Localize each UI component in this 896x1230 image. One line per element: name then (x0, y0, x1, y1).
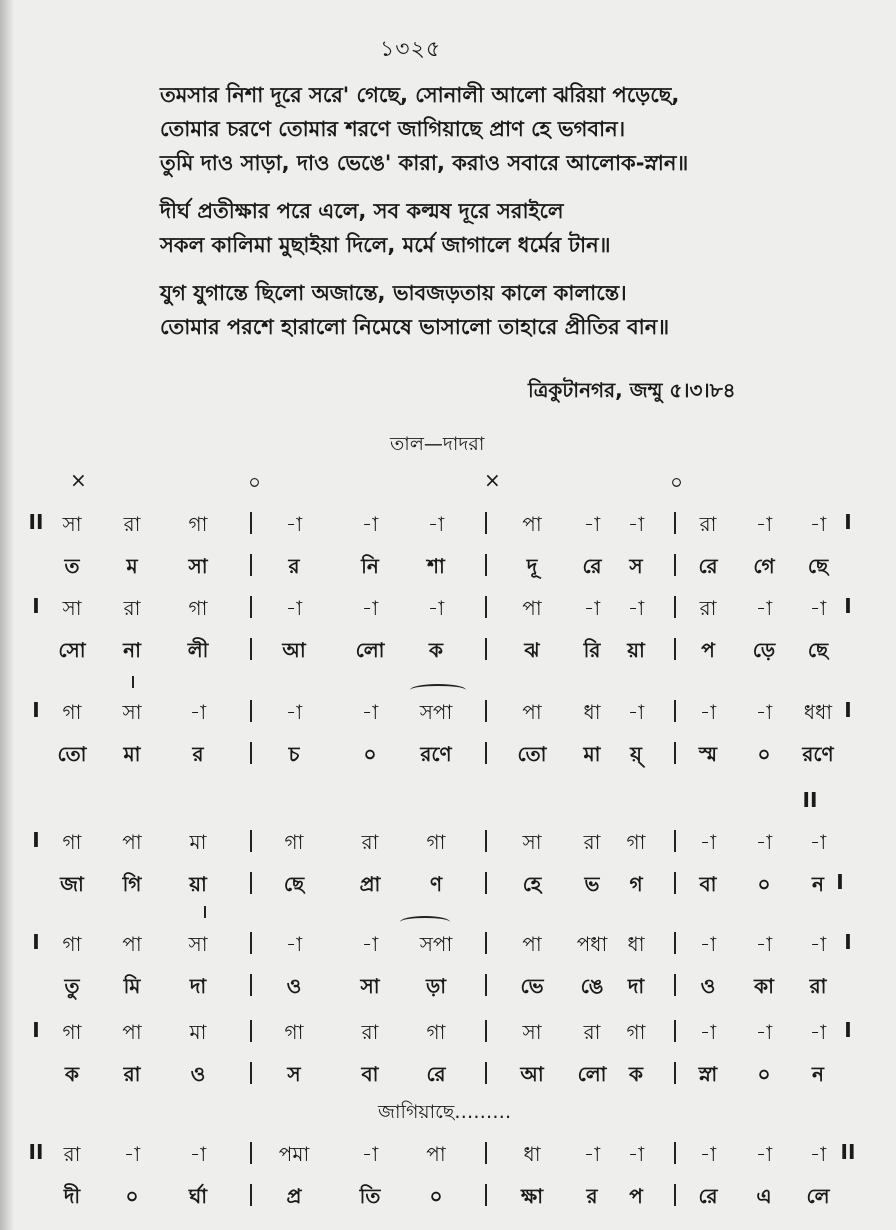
bar-line (250, 700, 252, 722)
poem-stanza (160, 194, 880, 262)
bar-line (485, 1020, 487, 1042)
lyric-syllable: রণে (802, 742, 834, 766)
swara-note: সা (188, 932, 208, 956)
beat-marker: ০ (248, 470, 262, 494)
lyric-syllable: ০ (125, 1184, 139, 1208)
swara-note: -া (755, 830, 773, 854)
swara-note: সপা (419, 932, 453, 956)
swara-note: -া (755, 512, 773, 536)
poem (160, 78, 880, 358)
lyric-syllable: জা (60, 872, 84, 896)
lyric-syllable: মা (583, 742, 601, 766)
slur-mark (410, 684, 466, 696)
swara-note: গা (188, 512, 208, 536)
row-start-mark: II (28, 510, 44, 534)
lyric-syllable: ও (190, 1062, 206, 1086)
swara-note: পা (522, 596, 542, 620)
swara-note: সা (522, 830, 542, 854)
swara-note: পমা (278, 1142, 310, 1166)
lyric-syllable: ণ (429, 872, 443, 896)
swara-note: -া (627, 512, 645, 536)
swara-note: গা (626, 830, 646, 854)
swara-note: -া (285, 512, 303, 536)
swara-note: -া (189, 1142, 207, 1166)
bar-line (250, 872, 252, 894)
lyric-syllable: দূ (526, 554, 538, 578)
poem-signature: ত্রিকুটানগর, জম্মু ৫।৩।৮৪ (528, 378, 736, 402)
bar-line (485, 596, 487, 618)
bar-line (485, 830, 487, 852)
swara-note: -া (361, 700, 379, 724)
row-end-mark: II (840, 1140, 856, 1164)
bar-line (674, 1142, 676, 1164)
tala-heading: তাল—দাদরা (390, 433, 485, 455)
bar-line (674, 974, 676, 996)
swara-note: গা (284, 830, 304, 854)
bar-line (674, 1062, 676, 1084)
row-end-mark: I (836, 870, 844, 894)
bar-line (485, 512, 487, 534)
swara-note: পা (522, 700, 542, 724)
swara-note: গা (62, 830, 82, 854)
poem-line: তোমার পরশে হারালো নিমেষে ভাসালো তাহারে প্রীতির বান॥ (160, 315, 670, 339)
lyric-syllable: র (288, 554, 300, 578)
lyric-syllable: রি (583, 638, 601, 662)
lyric-syllable: স (629, 554, 643, 578)
poem-stanza (160, 78, 880, 180)
lyric-syllable: প্র (286, 1184, 302, 1208)
swara-note: গা (426, 830, 446, 854)
swara-note: -া (699, 1142, 717, 1166)
bar-line (485, 1142, 487, 1164)
swara-note: মা (189, 830, 207, 854)
bar-line (674, 512, 676, 534)
swara-note: -া (809, 1020, 827, 1044)
bar-line (674, 554, 676, 576)
lyric-syllable: তো (57, 742, 87, 766)
row-start-mark: I (32, 828, 40, 852)
lyric-syllable: ও (286, 974, 302, 998)
lyric-syllable: চ (288, 742, 300, 766)
lyric-syllable: বা (699, 872, 717, 896)
lyric-syllable: সা (360, 974, 380, 998)
lyric-syllable: রা (809, 974, 827, 998)
swara-note: -া (285, 932, 303, 956)
row-end-mark: I (844, 698, 852, 722)
lyric-syllable: রে (582, 554, 602, 578)
swara-note: পধা (576, 932, 608, 956)
swara-note: গা (62, 700, 82, 724)
swara-note: ধা (583, 700, 601, 724)
swara-note: -া (361, 932, 379, 956)
swara-note: মা (189, 1020, 207, 1044)
swara-note: পা (122, 932, 142, 956)
swara-note: রা (699, 596, 717, 620)
octave-mark (132, 676, 134, 688)
lyric-syllable: ০ (757, 872, 771, 896)
poem-line: তমসার নিশা দূরে সরে' গেছে, সোনালী আলো ঝরিয়া পড়েছে, (160, 83, 680, 107)
bar-line (485, 554, 487, 576)
bar-line (250, 1142, 252, 1164)
bar-line (674, 638, 676, 660)
swara-note: -া (583, 512, 601, 536)
lyric-syllable: র (586, 1184, 598, 1208)
lyric-syllable: গে (753, 554, 775, 578)
lyric-syllable: ড়া (425, 974, 447, 998)
swara-note: পা (522, 512, 542, 536)
lyric-syllable: ভ (584, 872, 600, 896)
swara-note: পা (426, 1142, 446, 1166)
lyric-syllable: স্না (698, 1062, 718, 1086)
poem-stanza (160, 276, 880, 344)
bar-line (485, 1062, 487, 1084)
poem-line: যুগ যুগান্তে ছিলো অজান্তে, ভাবজড়তায় কালে কালান্তে। (160, 281, 627, 305)
lyric-syllable: য়্ (630, 742, 642, 766)
lyric-syllable: ড়ে (752, 638, 776, 662)
bar-line (485, 742, 487, 764)
swara-note: গা (62, 1020, 82, 1044)
lyric-syllable: তু (64, 974, 80, 998)
swara-note: -া (699, 1020, 717, 1044)
row-start-mark: I (32, 594, 40, 618)
lyric-syllable: দা (189, 974, 207, 998)
lyric-syllable: র (192, 742, 204, 766)
bar-line (485, 1184, 487, 1206)
row-start-mark: I (32, 930, 40, 954)
row-end-mark: I (844, 930, 852, 954)
swara-note: পা (122, 1020, 142, 1044)
lyric-syllable: ম (126, 554, 138, 578)
lyric-syllable: রে (698, 554, 718, 578)
lyric-syllable: দা (627, 974, 645, 998)
swara-note: -া (627, 596, 645, 620)
lyric-syllable: শা (427, 554, 445, 578)
swara-note: -া (755, 700, 773, 724)
swara-note: -া (699, 700, 717, 724)
swara-note: -া (627, 1142, 645, 1166)
swara-note: রা (583, 1020, 601, 1044)
swara-note: রা (583, 830, 601, 854)
bar-line (674, 1020, 676, 1042)
lyric-syllable: রা (123, 1062, 141, 1086)
lyric-syllable: ক (629, 1062, 643, 1086)
bar-line (674, 596, 676, 618)
row-start-mark: I (32, 1018, 40, 1042)
lyric-syllable: আ (282, 638, 306, 662)
lyric-syllable: রণে (420, 742, 452, 766)
swara-note: ধা (627, 932, 645, 956)
bar-line (250, 830, 252, 852)
lyric-syllable: স (287, 1062, 301, 1086)
bar-line (250, 554, 252, 576)
lyric-syllable: ন (812, 1062, 824, 1086)
swara-note: -া (809, 596, 827, 620)
lyric-syllable: লী (187, 638, 209, 662)
lyric-syllable: ক্ষা (520, 1184, 544, 1208)
lyric-syllable: দী (63, 1184, 81, 1208)
poem-line: সকল কালিমা মুছাইয়া দিলে, মর্মে জাগালে ধর্মের টান॥ (160, 233, 611, 257)
swara-note: -া (809, 830, 827, 854)
lyric-syllable: প্রা (359, 872, 381, 896)
lyric-syllable: ভে (520, 974, 544, 998)
swara-note: -া (123, 1142, 141, 1166)
slur-mark (400, 916, 450, 928)
bar-line (250, 596, 252, 618)
lyric-syllable: এ (756, 1184, 772, 1208)
bar-line (674, 742, 676, 764)
swara-note: -া (583, 1142, 601, 1166)
swara-note: গা (426, 1020, 446, 1044)
lyric-syllable: লো (577, 1062, 607, 1086)
lyric-syllable: য়া (189, 872, 207, 896)
lyric-syllable: আ (520, 1062, 544, 1086)
bar-line (485, 974, 487, 996)
lyric-syllable: হে (522, 872, 542, 896)
beat-marker: ০ (670, 470, 684, 494)
lyric-syllable: ক (429, 638, 443, 662)
lyric-syllable: লে (806, 1184, 830, 1208)
lyric-syllable: গ (629, 872, 643, 896)
swara-note: পা (522, 932, 542, 956)
section-mark: II (802, 788, 818, 812)
swara-note: -া (285, 700, 303, 724)
swara-note: গা (626, 1020, 646, 1044)
lyric-syllable: মা (123, 742, 141, 766)
lyric-syllable: ছে (807, 554, 829, 578)
lyric-syllable: র্ঘা (188, 1184, 208, 1208)
swara-note: রা (361, 1020, 379, 1044)
lyric-syllable: নি (361, 554, 379, 578)
swara-note: সা (522, 1020, 542, 1044)
swara-note: -া (427, 596, 445, 620)
lyric-syllable: ০ (429, 1184, 443, 1208)
lyric-syllable: প (701, 638, 715, 662)
lyric-syllable: ০ (363, 742, 377, 766)
bar-line (674, 830, 676, 852)
lyric-syllable: বা (361, 1062, 379, 1086)
swara-note: -া (699, 932, 717, 956)
row-start-mark: I (32, 698, 40, 722)
bar-line (674, 700, 676, 722)
lyric-syllable: ঙে (580, 974, 604, 998)
bar-line (250, 974, 252, 996)
swara-note: সা (62, 512, 82, 536)
refrain-cue: জাগিয়াছে……… (378, 1101, 512, 1123)
bar-line (250, 1184, 252, 1206)
swara-note: ধা (523, 1142, 541, 1166)
bar-line (250, 932, 252, 954)
lyric-syllable: তি (359, 1184, 381, 1208)
lyric-syllable: লো (355, 638, 385, 662)
bar-line (485, 638, 487, 660)
row-end-mark: I (844, 510, 852, 534)
lyric-syllable: য়া (627, 638, 645, 662)
poem-line: তুমি দাও সাড়া, দাও ভেঙে' কারা, করাও সবারে আলোক-স্নান॥ (160, 151, 689, 175)
swara-note: -া (361, 512, 379, 536)
swara-note: -া (285, 596, 303, 620)
swara-note: -া (627, 700, 645, 724)
swara-note: -া (427, 512, 445, 536)
lyric-syllable: না (123, 638, 141, 662)
bar-line (674, 872, 676, 894)
lyric-syllable: সা (188, 554, 208, 578)
swara-note: -া (809, 512, 827, 536)
lyric-syllable: ক (65, 1062, 79, 1086)
swara-note: -া (583, 596, 601, 620)
beat-marker: × (70, 468, 87, 492)
swara-note: -া (755, 932, 773, 956)
row-end-mark: I (844, 1018, 852, 1042)
bar-line (485, 700, 487, 722)
swara-note: রা (63, 1142, 81, 1166)
lyric-syllable: সো (58, 638, 86, 662)
poem-line: তোমার চরণে তোমার শরণে জাগিয়াছে প্রাণ হে ভগবান। (160, 117, 626, 141)
swara-note: গা (284, 1020, 304, 1044)
page-number: ১৩২৫ (380, 37, 442, 62)
lyric-syllable: ছে (807, 638, 829, 662)
lyric-syllable: ঝ (524, 638, 540, 662)
swara-note: রা (123, 596, 141, 620)
page-edge-shadow (0, 0, 14, 1230)
swara-note: -া (361, 596, 379, 620)
lyric-syllable: গি (122, 872, 142, 896)
octave-mark (204, 906, 206, 918)
beat-marker: × (484, 468, 501, 492)
swara-note: সা (62, 596, 82, 620)
swara-note: গা (188, 596, 208, 620)
lyric-syllable: ০ (757, 742, 771, 766)
swara-note: ধধা (803, 700, 833, 724)
bar-line (250, 1020, 252, 1042)
lyric-syllable: ছে (283, 872, 305, 896)
swara-note: -া (755, 1020, 773, 1044)
swara-note: রা (123, 512, 141, 536)
row-start-mark: II (28, 1140, 44, 1164)
swara-note: -া (699, 830, 717, 854)
swara-note: -া (755, 596, 773, 620)
bar-line (485, 932, 487, 954)
swara-note: রা (361, 830, 379, 854)
swara-note: সপা (419, 700, 453, 724)
lyric-syllable: কা (754, 974, 774, 998)
lyric-syllable: রে (426, 1062, 446, 1086)
bar-line (674, 932, 676, 954)
lyric-syllable: ন (812, 872, 824, 896)
swara-note: -া (189, 700, 207, 724)
row-end-mark: I (844, 594, 852, 618)
swara-note: -া (361, 1142, 379, 1166)
lyric-syllable: স্ম (698, 742, 718, 766)
swara-note: গা (62, 932, 82, 956)
swara-note: পা (122, 830, 142, 854)
lyric-syllable: মি (123, 974, 141, 998)
swara-note: -া (809, 1142, 827, 1166)
poem-line: দীর্ঘ প্রতীক্ষার পরে এলে, সব কল্মষ দূরে সরাইলে (160, 199, 564, 223)
bar-line (250, 742, 252, 764)
bar-line (674, 1184, 676, 1206)
lyric-syllable: রে (698, 1184, 718, 1208)
swara-note: -া (755, 1142, 773, 1166)
swara-note: সা (122, 700, 142, 724)
lyric-syllable: প (629, 1184, 643, 1208)
lyric-syllable: ০ (757, 1062, 771, 1086)
bar-line (250, 512, 252, 534)
swara-note: -া (809, 932, 827, 956)
lyric-syllable: ও (700, 974, 716, 998)
bar-line (485, 872, 487, 894)
lyric-syllable: তো (517, 742, 547, 766)
lyric-syllable: ত (64, 554, 80, 578)
bar-line (250, 1062, 252, 1084)
bar-line (250, 638, 252, 660)
swara-note: রা (699, 512, 717, 536)
